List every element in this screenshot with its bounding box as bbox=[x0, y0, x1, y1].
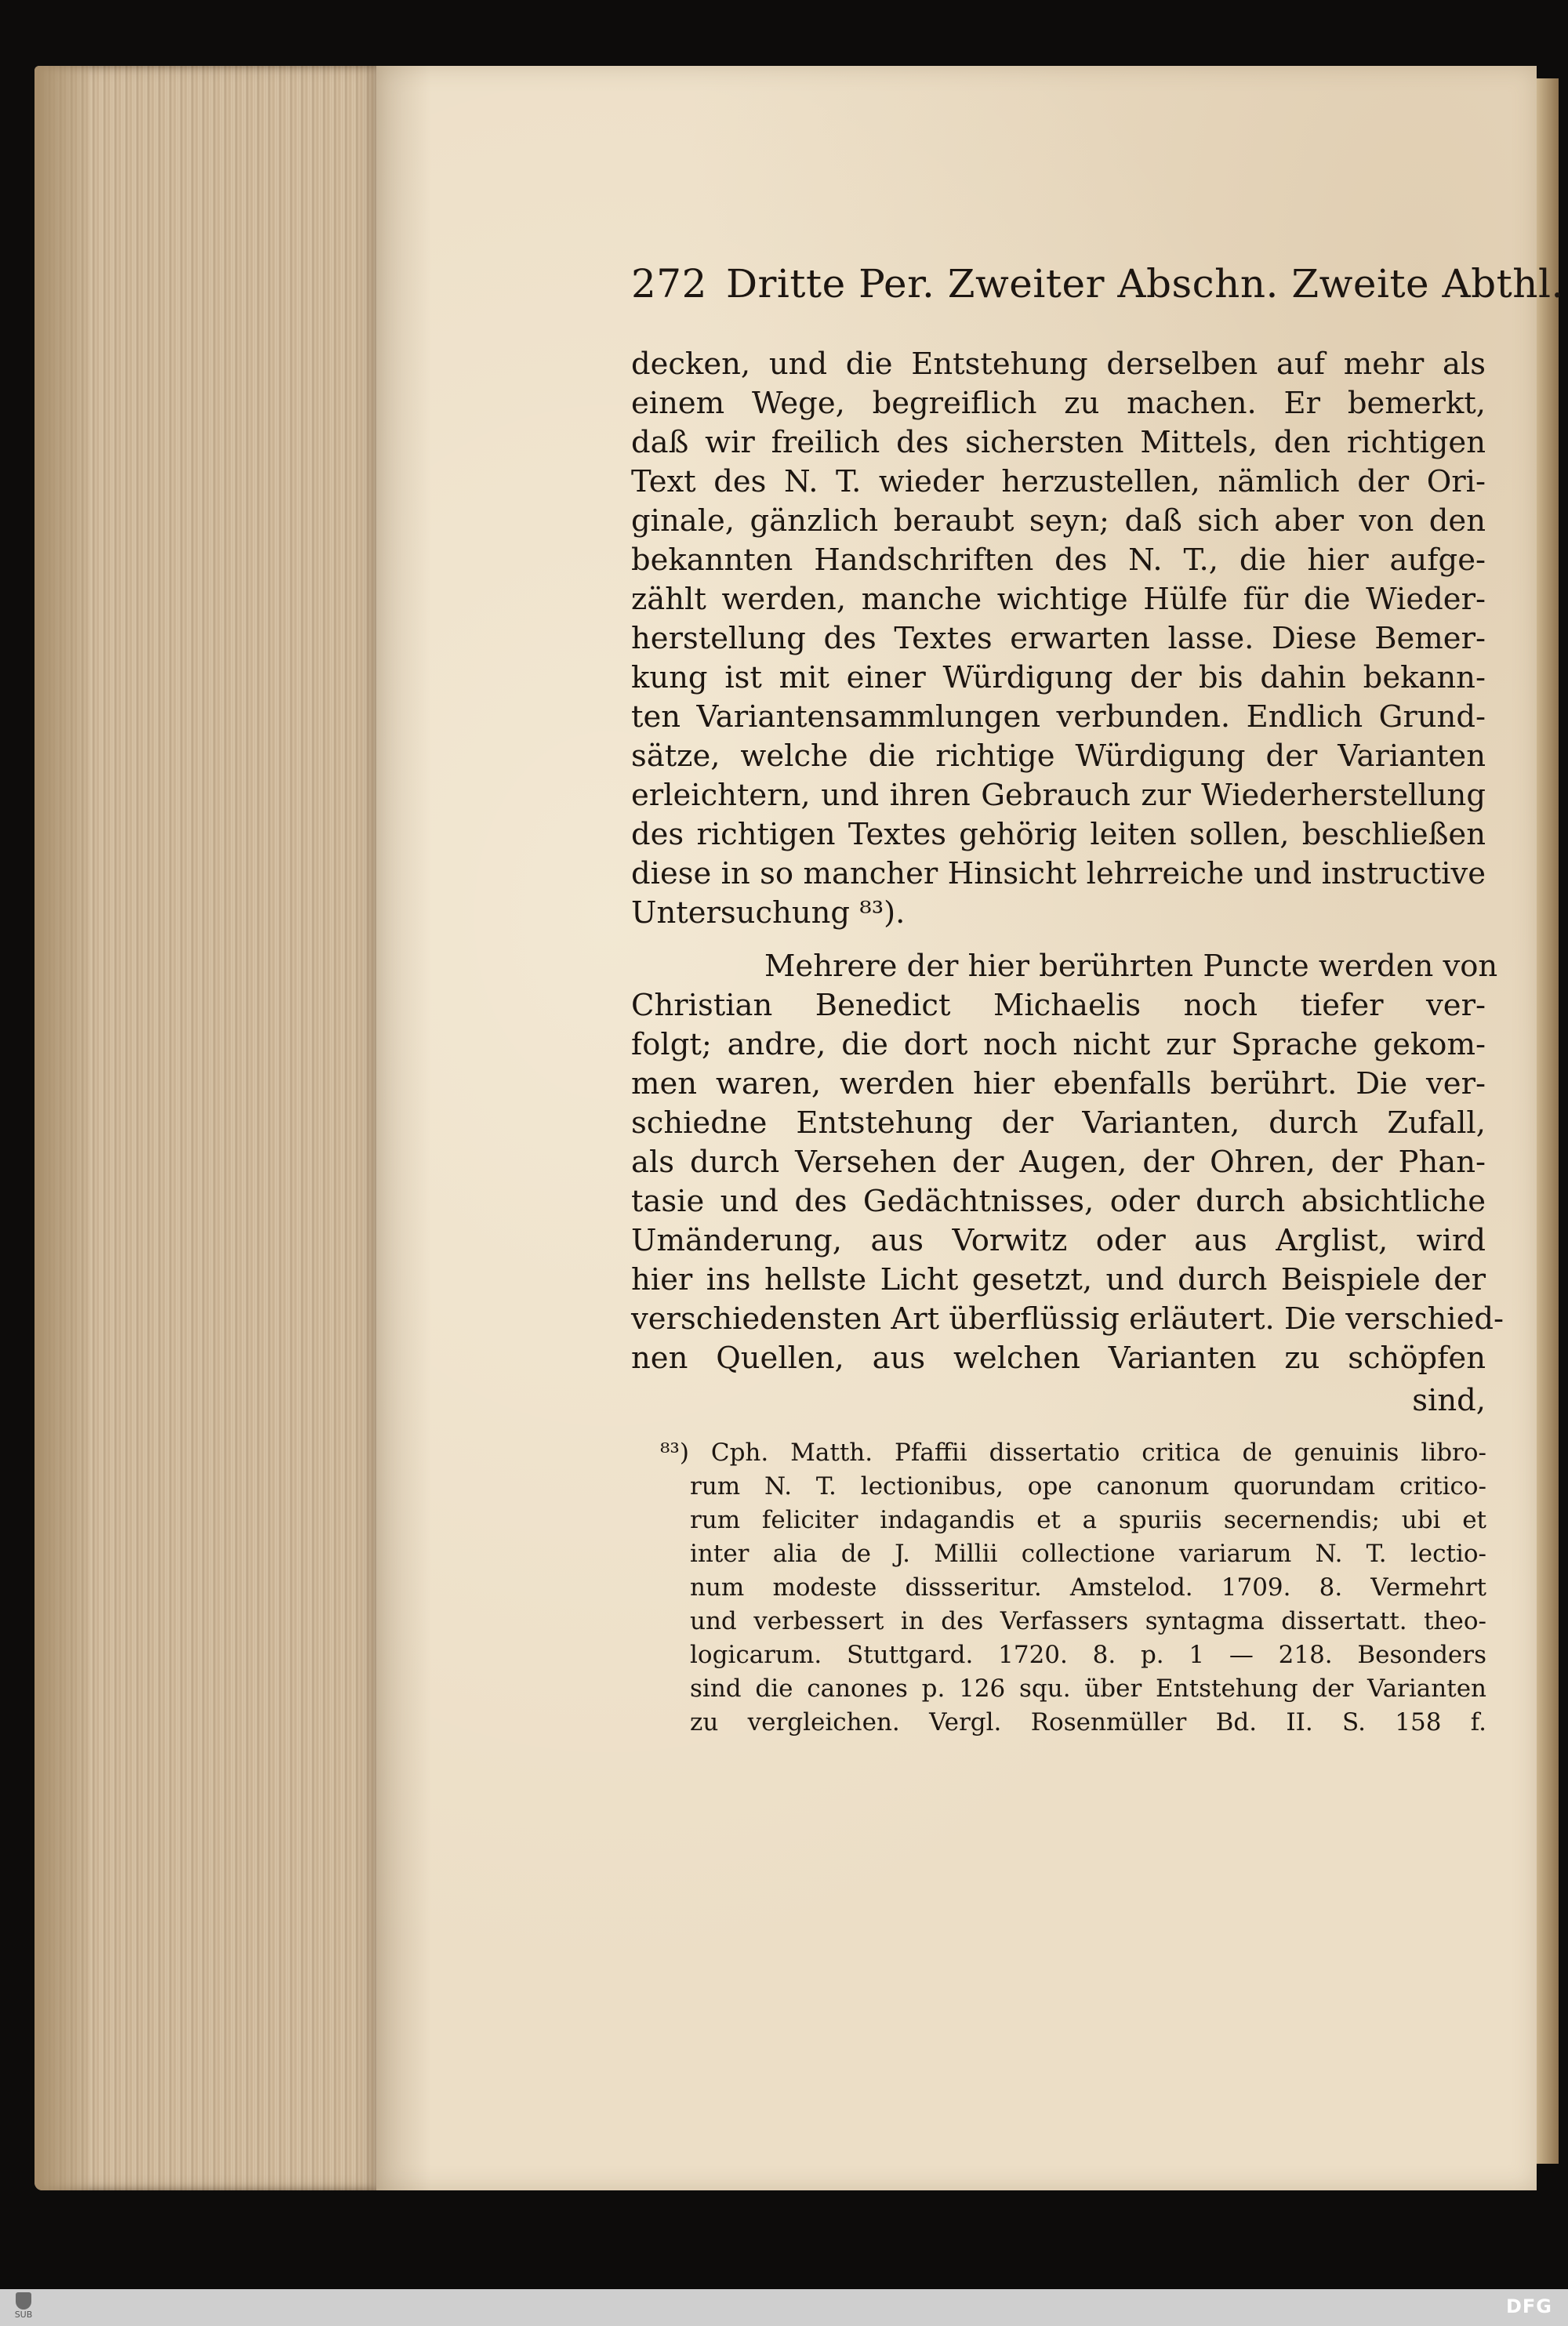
footnote-line: rum feliciter indagandis et a spuriis secernendis; ubi et bbox=[690, 1506, 1486, 1534]
body-line: Text des N. T. wieder herzustellen, nämlich der Ori- bbox=[631, 464, 1486, 499]
footnote-line: logicarum. Stuttgard. 1720. 8. p. 1 — 218. Besonders bbox=[690, 1641, 1486, 1669]
body-line: decken, und die Entstehung derselben auf mehr als bbox=[631, 347, 1486, 382]
body-line: ginale, gänzlich beraubt seyn; daß sich aber von den bbox=[631, 503, 1486, 539]
page-number: 272 bbox=[631, 261, 707, 307]
body-line: verschiedensten Art überflüssig erläutert. Die verschied- bbox=[631, 1301, 1504, 1337]
body-line: Umänderung, aus Vorwitz oder aus Arglist, wird bbox=[631, 1223, 1486, 1258]
running-title: Dritte Per. Zweiter Abschn. Zweite Abthl. bbox=[725, 261, 1564, 307]
catchword: sind, bbox=[1412, 1383, 1486, 1418]
library-crest-icon bbox=[8, 2292, 39, 2324]
body-line: nen Quellen, aus welchen Varianten zu schöpfen bbox=[631, 1341, 1486, 1376]
footnote-line: sind die canones p. 126 squ. über Entstehung der Varianten bbox=[690, 1675, 1486, 1703]
footnote-line: und verbessert in des Verfassers syntagma dissertatt. theo- bbox=[690, 1607, 1486, 1635]
crest-label: SUB bbox=[14, 2310, 33, 2320]
dfg-logo: DFG bbox=[1505, 2295, 1552, 2317]
footnote-line: num modeste dissseritur. Amstelod. 1709. 8. Vermehrt bbox=[690, 1573, 1486, 1602]
footnote-line: zu vergleichen. Vergl. Rosenmüller Bd. II. S. 158 f. bbox=[690, 1708, 1486, 1736]
body-line: tasie und des Gedächtnisses, oder durch absichtliche bbox=[631, 1184, 1486, 1219]
body-line: kung ist mit einer Würdigung der bis dahin bekann- bbox=[631, 660, 1486, 695]
body-line: daß wir freilich des sichersten Mittels, den richtigen bbox=[631, 425, 1486, 460]
body-line: herstellung des Textes erwarten lasse. Diese Bemer- bbox=[631, 621, 1486, 656]
body-line: des richtigen Textes gehörig leiten sollen, beschließen bbox=[631, 817, 1486, 852]
running-head bbox=[631, 259, 1564, 309]
body-line: diese in so mancher Hinsicht lehrreiche und instructive bbox=[631, 856, 1486, 891]
footnote-line: inter alia de J. Millii collectione variarum N. T. lectio- bbox=[690, 1540, 1486, 1568]
body-line: bekannten Handschriften des N. T., die hier aufge- bbox=[631, 542, 1486, 578]
body-line: einem Wege, begreiflich zu machen. Er bemerkt, bbox=[631, 386, 1486, 421]
footnote-line: rum N. T. lectionibus, ope canonum quorundam critico- bbox=[690, 1472, 1486, 1500]
crest-shield-icon bbox=[16, 2292, 31, 2310]
body-line: Mehrere der hier berührten Puncte werden von bbox=[764, 949, 1498, 984]
body-line: sätze, welche die richtige Würdigung der Varianten bbox=[631, 738, 1486, 774]
body-line: erleichtern, und ihren Gebrauch zur Wiederherstellung bbox=[631, 778, 1486, 813]
body-line: als durch Versehen der Augen, der Ohren, der Phan- bbox=[631, 1145, 1486, 1180]
body-line: folgt; andre, die dort noch nicht zur Sprache gekom- bbox=[631, 1027, 1486, 1062]
body-line: ten Variantensammlungen verbunden. Endlich Grund- bbox=[631, 699, 1486, 735]
body-line: zählt werden, manche wichtige Hülfe für die Wieder- bbox=[631, 582, 1486, 617]
viewer-footer-bar bbox=[0, 2289, 1568, 2326]
footnote-line: ⁸³) Cph. Matth. Pfaffii dissertatio critica de genuinis libro- bbox=[660, 1439, 1486, 1467]
book-page-edges bbox=[34, 66, 379, 2190]
body-line: men waren, werden hier ebenfalls berührt. Die ver- bbox=[631, 1066, 1486, 1101]
body-line: hier ins hellste Licht gesetzt, und durch Beispiele der bbox=[631, 1262, 1486, 1297]
body-line: schiedne Entstehung der Varianten, durch Zufall, bbox=[631, 1105, 1486, 1141]
body-line: Untersuchung ⁸³). bbox=[631, 895, 906, 931]
next-page-edge bbox=[1537, 78, 1559, 2164]
body-line: Christian Benedict Michaelis noch tiefer ver- bbox=[631, 988, 1486, 1023]
